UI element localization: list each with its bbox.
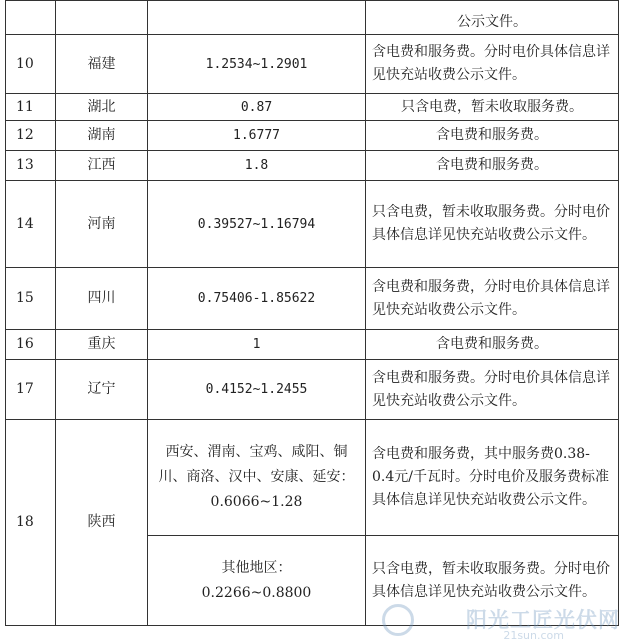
province-cell: 陕西 xyxy=(56,420,148,626)
price-cell: 0.39527~1.16794 xyxy=(148,181,366,268)
table-row xyxy=(6,360,619,420)
note-cell: 只含电费，暂未收取服务费。分时电价具体信息详见快充站收费公示文件。 xyxy=(366,536,619,626)
num-cell xyxy=(6,1,56,35)
province-cell: 江西 xyxy=(56,151,148,181)
num-cell: 15 xyxy=(6,268,56,330)
watermark-text: 阳光工匠光伏网 xyxy=(466,608,620,632)
price-cell: 0.75406-1.85622 xyxy=(148,268,366,330)
note-cell: 含电费和服务费。分时电价具体信息详见快充站收费公示文件。 xyxy=(366,35,619,94)
note-cell: 含电费和服务费。 xyxy=(366,151,619,181)
table-row xyxy=(6,1,619,35)
province-cell: 重庆 xyxy=(56,330,148,360)
note-cell: 只含电费，暂未收取服务费。 xyxy=(366,94,619,121)
watermark-logo-icon xyxy=(382,604,414,636)
note-cell: 含电费和服务费。 xyxy=(366,330,619,360)
province-cell: 四川 xyxy=(56,268,148,330)
province-cell: 辽宁 xyxy=(56,360,148,420)
price-cell: 其他地区： 0.2266~0.8800 xyxy=(148,536,366,626)
table-row xyxy=(6,35,619,94)
table-wrapper xyxy=(5,0,619,626)
note-cell: 含电费和服务费。分时电价具体信息详见快充站收费公示文件。 xyxy=(366,360,619,420)
charging-price-table xyxy=(5,0,619,626)
price-cell xyxy=(148,1,366,35)
table-row xyxy=(6,121,619,151)
note-cell: 含电费和服务费，其中服务费0.38-0.4元/千瓦时。分时电价及服务费标准具体信息详见快充站收费公示文件。 xyxy=(366,420,619,536)
num-cell: 10 xyxy=(6,35,56,94)
province-cell: 福建 xyxy=(56,35,148,94)
num-cell: 14 xyxy=(6,181,56,268)
note-cell: 只含电费，暂未收取服务费。分时电价具体信息详见快充站收费公示文件。 xyxy=(366,181,619,268)
province-cell: 河南 xyxy=(56,181,148,268)
num-cell: 18 xyxy=(6,420,56,626)
note-cell: 含电费和服务费，分时电价具体信息详见快充站收费公示文件。 xyxy=(366,268,619,330)
price-cell: 0.4152~1.2455 xyxy=(148,360,366,420)
num-cell: 17 xyxy=(6,360,56,420)
price-cell: 1.8 xyxy=(148,151,366,181)
province-cell: 湖南 xyxy=(56,121,148,151)
num-cell: 16 xyxy=(6,330,56,360)
price-cell: 1.2534~1.2901 xyxy=(148,35,366,94)
num-cell: 12 xyxy=(6,121,56,151)
num-cell: 13 xyxy=(6,151,56,181)
price-cell: 0.87 xyxy=(148,94,366,121)
table-row xyxy=(6,151,619,181)
watermark-subtext: 21sun.com xyxy=(503,629,564,642)
table-row xyxy=(6,268,619,330)
price-cell: 西安、渭南、宝鸡、咸阳、铜川、商洛、汉中、安康、延安：0.6066~1.28 xyxy=(148,420,366,536)
province-cell xyxy=(56,1,148,35)
table-row xyxy=(6,94,619,121)
table-row xyxy=(6,181,619,268)
num-cell: 11 xyxy=(6,94,56,121)
note-cell: 公示文件。 xyxy=(366,1,619,35)
province-cell: 湖北 xyxy=(56,94,148,121)
price-cell: 1.6777 xyxy=(148,121,366,151)
table-row xyxy=(6,420,619,536)
table-row xyxy=(6,330,619,360)
price-cell: 1 xyxy=(148,330,366,360)
note-cell: 含电费和服务费。 xyxy=(366,121,619,151)
